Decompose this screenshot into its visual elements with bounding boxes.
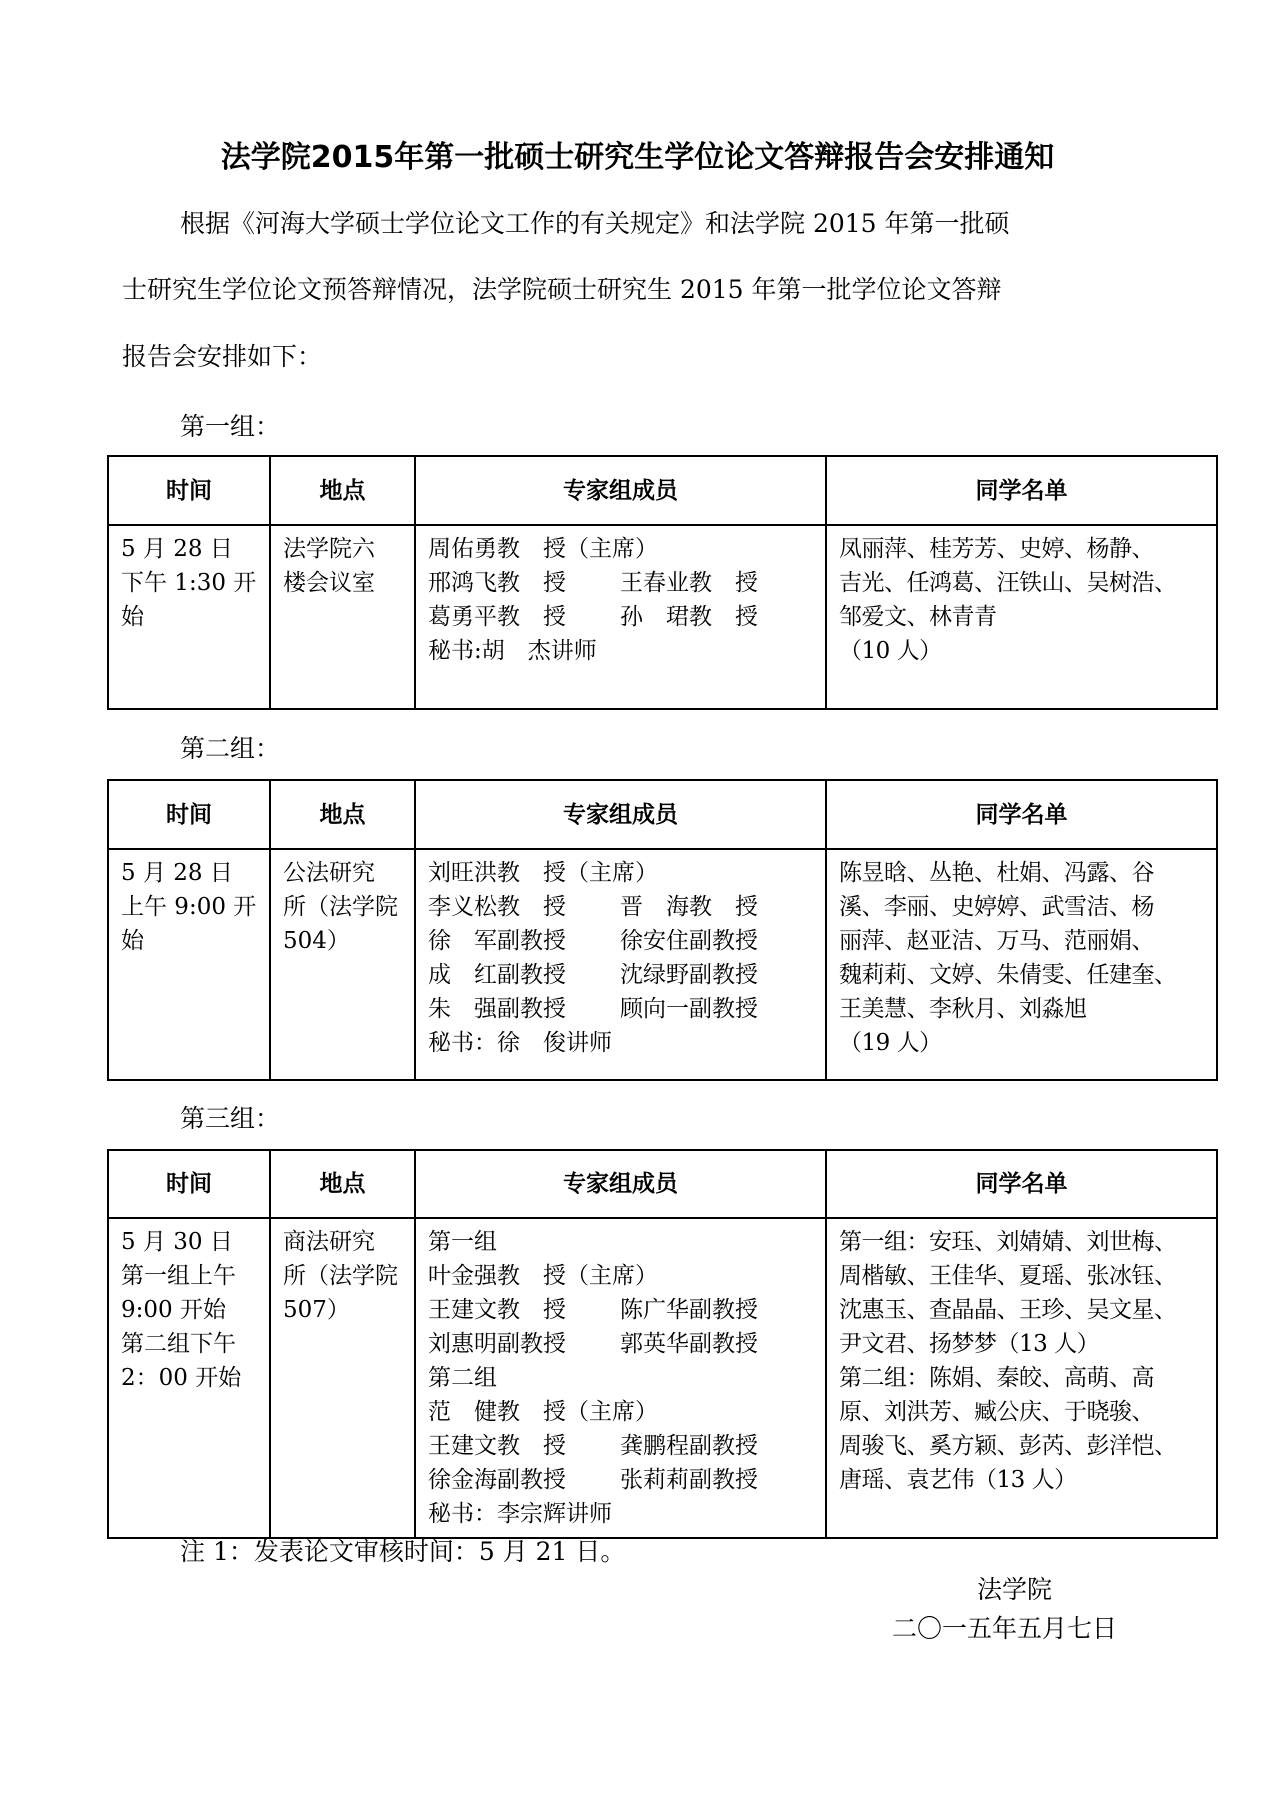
expert-line [428,1327,813,1361]
intro-line: 士研究生学位论文预答辩情况，法学院硕士研究生 2015 年第一批学位论文答辩 [122,275,1002,304]
student-line: （19 人） [839,1030,942,1056]
expert: 李义松教 授 [428,894,566,920]
student-line: 邹爱文、林青青 [839,604,997,630]
header-place: 地点 [270,456,415,525]
student-line: 周楷敏、王佳华、夏瑶、张冰钰、 [839,1263,1177,1289]
expert: 王建文教 授 [428,1297,566,1323]
place-cell [270,849,415,1080]
time-line: 第二组下午 [121,1331,236,1357]
student-line: 凤丽萍、桂芳芳、史婷、杨静、 [839,536,1154,562]
expert-line [428,856,813,890]
time-line: 9:00 开始 [121,1297,226,1323]
expert: 周佑勇教 授（主席） [428,536,658,562]
student-line: 尹文君、扬梦梦（13 人） [839,1331,1100,1357]
page-title: 法学院2015年第一批硕士研究生学位论文答辩报告会安排通知 [220,140,1055,175]
expert-line [428,1293,813,1327]
students-cell [826,1218,1217,1538]
table-row [108,525,1217,709]
time-cell [108,1218,270,1538]
expert-line [428,1395,813,1429]
student-line: 第二组：陈娟、秦皎、高萌、高 [839,1365,1154,1391]
place-line: 法学院六 [283,536,375,562]
expert-line [428,566,813,600]
header-students: 同学名单 [826,1150,1217,1218]
student-line: 沈惠玉、查晶晶、王珍、吴文星、 [839,1297,1177,1323]
expert-line [428,1463,813,1497]
expert: 徐安住副教授 [620,928,758,954]
expert-line [428,1429,813,1463]
header-experts: 专家组成员 [415,1150,826,1218]
expert: 晋 海教 授 [620,894,758,920]
expert-line [428,924,813,958]
header-place: 地点 [270,780,415,849]
table-header-row [108,780,1217,849]
group-label: 第二组： [180,734,281,763]
time-cell [108,525,270,709]
expert: 秘书:胡 杰讲师 [428,638,597,664]
student-line: 第一组：安珏、刘婧婧、刘世梅、 [839,1229,1177,1255]
time-line: 始 [121,604,144,630]
place-cell [270,525,415,709]
time-cell [108,849,270,1080]
expert-line [428,532,813,566]
header-place: 地点 [270,1150,415,1218]
schedule-table [107,455,1218,710]
place-line: 商法研究 [283,1229,375,1255]
expert-line [428,634,813,668]
expert-line [428,1225,813,1259]
schedule-table [107,1149,1218,1539]
table-row [108,849,1217,1080]
header-time: 时间 [108,780,270,849]
header-time: 时间 [108,1150,270,1218]
student-line: 唐瑶、袁艺伟（13 人） [839,1467,1077,1493]
expert: 刘旺洪教 授（主席） [428,860,658,886]
experts-cell [415,525,826,709]
expert: 朱 强副教授 [428,996,566,1022]
place-line: 公法研究 [283,860,375,886]
table-header-row [108,456,1217,525]
place-cell [270,1218,415,1538]
header-experts: 专家组成员 [415,456,826,525]
experts-cell [415,1218,826,1538]
time-line: 5 月 30 日 [121,1229,233,1255]
students-cell [826,525,1217,709]
expert-line [428,1026,813,1060]
expert: 龚鹏程副教授 [620,1433,758,1459]
experts-cell [415,849,826,1080]
expert: 王建文教 授 [428,1433,566,1459]
expert: 顾向一副教授 [620,996,758,1022]
expert: 沈绿野副教授 [620,962,758,988]
header-experts: 专家组成员 [415,780,826,849]
intro-line: 根据《河海大学硕士学位论文工作的有关规定》和法学院 2015 年第一批硕 [180,209,1010,238]
time-line: 2：00 开始 [121,1365,242,1391]
time-line: 上午 9:00 开 [121,894,257,920]
time-line: 5 月 28 日 [121,536,233,562]
student-line: 溪、李丽、史婷婷、武雪洁、杨 [839,894,1154,920]
expert: 孙 珺教 授 [620,604,758,630]
expert: 陈广华副教授 [620,1297,758,1323]
expert: 王春业教 授 [620,570,758,596]
time-line: 始 [121,928,144,954]
place-line: 所（法学院 [283,1263,398,1289]
group-label: 第三组： [180,1104,281,1133]
student-line: 原、刘洪芳、臧公庆、于晓骏、 [839,1399,1154,1425]
header-students: 同学名单 [826,456,1217,525]
student-line: 丽萍、赵亚洁、万马、范丽娟、 [839,928,1154,954]
place-line: 504） [283,928,350,954]
time-line: 5 月 28 日 [121,860,233,886]
time-line: 第一组上午 [121,1263,236,1289]
expert-line [428,1259,813,1293]
student-line: 王美慧、李秋月、刘淼旭 [839,996,1087,1022]
expert-line [428,600,813,634]
expert: 秘书：李宗辉讲师 [428,1501,612,1527]
expert: 第二组 [428,1365,497,1391]
expert: 第一组 [428,1229,497,1255]
group-label: 第一组： [180,412,281,441]
header-time: 时间 [108,456,270,525]
expert-line [428,1361,813,1395]
expert: 范 健教 授（主席） [428,1399,658,1425]
schedule-table [107,779,1218,1081]
place-line: 所（法学院 [283,894,398,920]
expert: 叶金强教 授（主席） [428,1263,658,1289]
expert: 张莉莉副教授 [620,1467,758,1493]
signature: 法学院 [977,1575,1053,1604]
place-line: 507） [283,1297,350,1323]
expert-line [428,1497,813,1531]
student-line: 陈昱晗、丛艳、杜娟、冯露、谷 [839,860,1154,886]
header-students: 同学名单 [826,780,1217,849]
time-line: 下午 1:30 开 [121,570,257,596]
expert: 徐金海副教授 [428,1467,566,1493]
table-row [108,1218,1217,1538]
expert: 刘惠明副教授 [428,1331,566,1357]
table-header-row [108,1150,1217,1218]
student-line: 魏莉莉、文婷、朱倩雯、任建奎、 [839,962,1177,988]
student-line: 周骏飞、奚方颖、彭芮、彭洋恺、 [839,1433,1177,1459]
expert: 邢鸿飞教 授 [428,570,566,596]
expert: 徐 军副教授 [428,928,566,954]
expert: 郭英华副教授 [620,1331,758,1357]
date: 二〇一五年五月七日 [892,1614,1118,1643]
expert-line [428,958,813,992]
student-line: （10 人） [839,638,942,664]
student-line: 吉光、任鸿葛、汪铁山、吴树浩、 [839,570,1177,596]
intro-line: 报告会安排如下： [122,342,323,371]
expert: 葛勇平教 授 [428,604,566,630]
place-line: 楼会议室 [283,570,375,596]
students-cell [826,849,1217,1080]
expert-line [428,890,813,924]
expert: 秘书：徐 俊讲师 [428,1030,612,1056]
expert-line [428,992,813,1026]
note: 注 1：发表论文审核时间：5 月 21 日。 [180,1537,626,1566]
expert: 成 红副教授 [428,962,566,988]
